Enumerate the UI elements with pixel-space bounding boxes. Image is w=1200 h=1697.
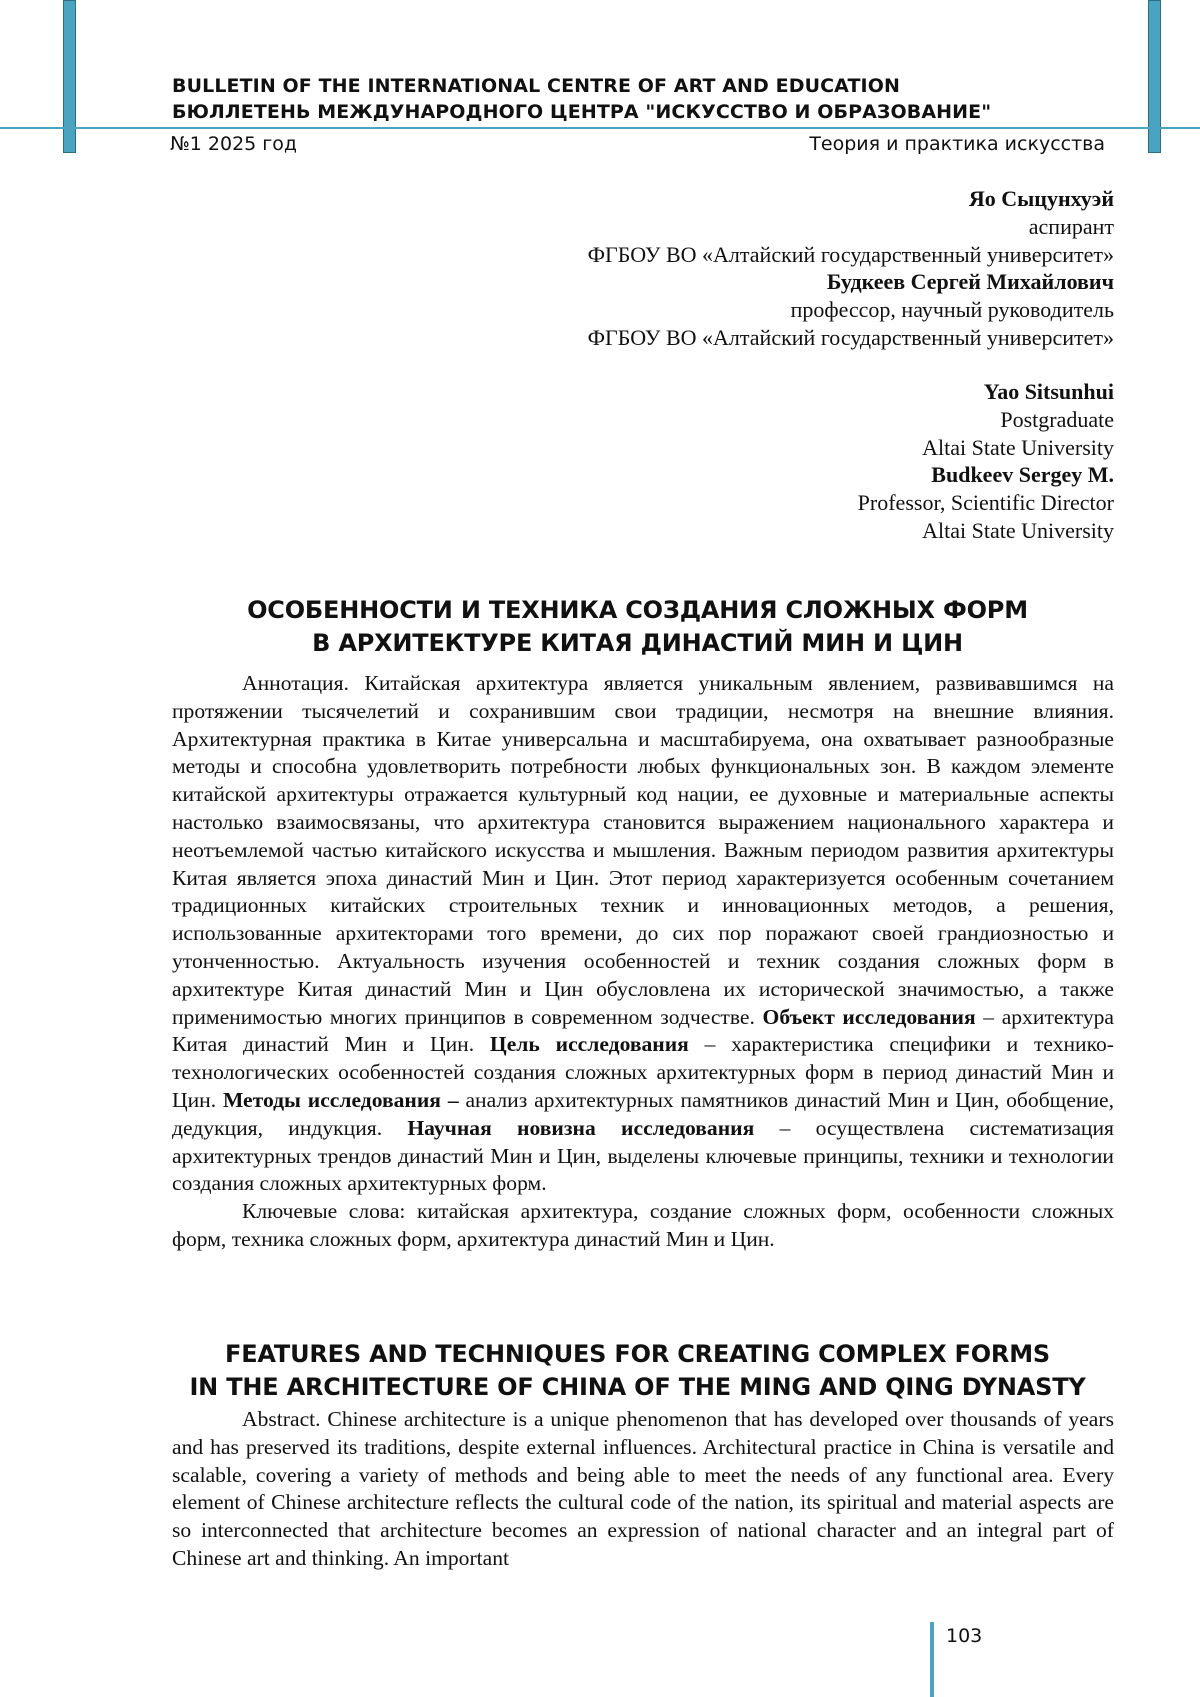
author1-name-ru: Яо Сыцунхуэй	[968, 186, 1114, 211]
journal-title-en: BULLETIN OF THE INTERNATIONAL CENTRE OF ART AND EDUCATION	[172, 75, 900, 97]
abstract-en	[172, 1406, 1114, 1573]
abstract-en-paragraph: Abstract. Chinese architecture is a unique phenomenon that has developed over thousands of years and has preserved its traditions, despite external influences. Architectural practice in China is versatile and scalable, covering a variety of methods and being able to meet the needs of any functional area. Every element of Chinese architecture reflects the cultural code of the nation, its spiritual and material aspects are so interconnected that architecture becomes an expression of national character and an integral part of Chinese art and thinking. An important	[172, 1407, 1114, 1570]
author1-org-ru: ФГБОУ ВО «Алтайский государственный университет»	[587, 241, 1114, 267]
abstract-ru	[172, 670, 1114, 1254]
author1-org-en: Altai State University	[922, 434, 1114, 460]
header-divider	[0, 127, 1200, 129]
methods-text: анализ архитектурных памятников династий Мин и Цин, обобщение, дедукция, индукция.	[172, 1087, 1114, 1140]
right-decorative-bar	[1148, 0, 1161, 153]
article-title-ru	[170, 594, 1105, 660]
author2-org-ru: ФГБОУ ВО «Алтайский государственный университет»	[587, 324, 1114, 350]
methods-label: Методы исследования –	[222, 1087, 459, 1112]
author1-role-ru: аспирант	[1028, 213, 1114, 239]
author2-name-en: Budkeev Sergey M.	[931, 462, 1114, 488]
authors-ru	[588, 185, 1114, 352]
journal-title-ru: БЮЛЛЕТЕНЬ МЕЖДУНАРОДНОГО ЦЕНТРА "ИСКУССТВО И ОБРАЗОВАНИЕ"	[172, 101, 992, 123]
page-number-rule	[930, 1622, 934, 1697]
author1-role-en: Postgraduate	[1000, 406, 1114, 432]
title-ru-line1: ОСОБЕННОСТИ И ТЕХНИКА СОЗДАНИЯ СЛОЖНЫХ ФОРМ	[247, 596, 1028, 624]
novelty-text: – осуществлена систематизация архитектурных трендов династий Мин и Цин, выделены ключевые принципы, техники и технологии создания сложных архитектурных форм.	[172, 1115, 1114, 1196]
issue-row	[170, 130, 1105, 158]
object-text: – архитектура Китая династий Мин и Цин.	[172, 1004, 1114, 1057]
issue-label: №1 2025 год	[170, 133, 298, 155]
authors-en	[858, 378, 1114, 545]
title-en-line2: IN THE ARCHITECTURE OF CHINA OF THE MING AND QING DYNASTY	[189, 1373, 1086, 1401]
abstract-ru-paragraph	[172, 670, 1114, 1198]
page-number: 103	[946, 1625, 983, 1647]
author2-name-ru: Будкеев Сергей Михайлович	[826, 269, 1114, 295]
keywords-ru: Ключевые слова: китайская архитектура, создание сложных форм, особенности сложных форм, техника сложных форм, архитектура династий Мин и Цин.	[172, 1199, 1114, 1251]
journal-title	[172, 73, 991, 125]
author2-role-ru: профессор, научный руководитель	[790, 297, 1114, 323]
object-label: Объект исследования	[762, 1004, 976, 1029]
title-en-line1: FEATURES AND TECHNIQUES FOR CREATING COMPLEX FORMS	[225, 1340, 1050, 1368]
abstract-ru-text: Аннотация. Китайская архитектура является уникальным явлением, развивавшимся на протяжении тысячелетий и сохранившим свои традиции, несмотря на внешние влияния. Архитектурная практика в Китае универсальна и масштабируема, она охватывает разнообразные методы и способна удовлетворить потребности любых функциональных зон. В каждом элементе китайской архитектуры отражается культурный код нации, ее духовные и материальные аспекты настолько взаимосвязаны, что архитектура становится выражением национального характера и неотъемлемой частью китайского искусства и мышления. Важным периодом развития архитектуры Китая является эпоха династий Мин и Цин. Этот период характеризуется особенным сочетанием традиционных китайских строительных техник и инновационных методов, а решения, использованные архитекторами того времени, до сих пор поражают своей грандиозностью и утонченностью. Актуальность изучения особенностей и техник создания сложных форм в архитектуре Китая династий Мин и Цин обусловлена их исторической значимостью, а также применимостью многих принципов в современном зодчестве.	[172, 671, 1114, 1029]
author2-org-en: Altai State University	[922, 517, 1114, 543]
article-title-en	[170, 1338, 1105, 1404]
left-decorative-bar	[63, 0, 76, 153]
novelty-label: Научная новизна исследования	[407, 1115, 755, 1140]
author1-name-en: Yao Sitsunhui	[983, 379, 1114, 404]
title-ru-line2: В АРХИТЕКТУРЕ КИТАЯ ДИНАСТИЙ МИН И ЦИН	[312, 629, 963, 657]
goal-label: Цель исследования	[489, 1032, 689, 1057]
author2-role-en: Professor, Scientific Director	[857, 490, 1114, 516]
section-label: Теория и практика искусства	[809, 133, 1105, 155]
goal-text: – характеристика специфики и технико-технологических особенностей создания сложных архитектурных форм в период династий Мин и Цин.	[172, 1032, 1114, 1112]
